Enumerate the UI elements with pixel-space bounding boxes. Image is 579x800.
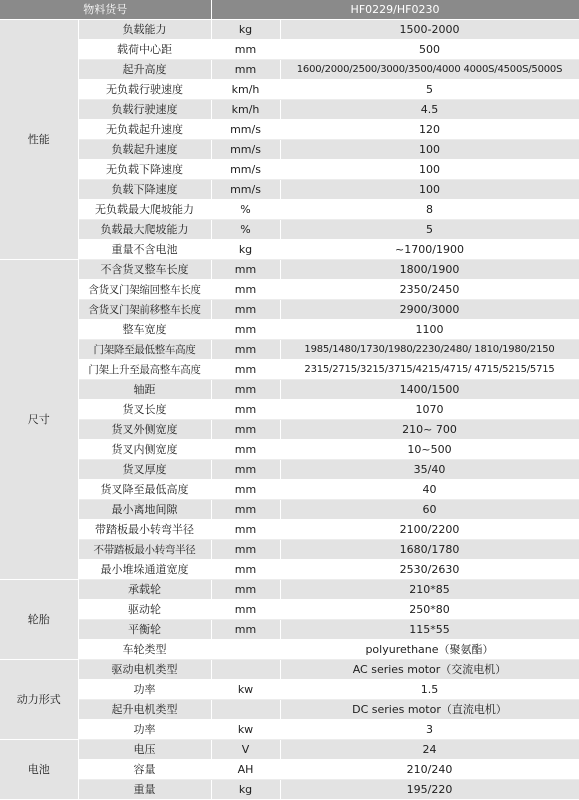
spec-row <box>0 320 579 340</box>
spec-value: 5 <box>280 220 579 240</box>
spec-item-name: 无负载最大爬坡能力 <box>78 200 211 220</box>
spec-value: 1800/1900 <box>280 260 579 280</box>
spec-item-name: 起升高度 <box>78 60 211 80</box>
spec-item-name: 最小堆垛通道宽度 <box>78 560 211 580</box>
section-label-performance: 性能 <box>0 20 78 260</box>
spec-unit <box>211 640 280 660</box>
spec-item-name: 功率 <box>78 680 211 700</box>
spec-value: 3 <box>280 720 579 740</box>
spec-item-name: 整车宽度 <box>78 320 211 340</box>
spec-item-name: 无负载行驶速度 <box>78 80 211 100</box>
spec-value: 1600/2000/2500/3000/3500/4000 4000S/4500S/5000S <box>280 60 579 80</box>
section-label-dimensions: 尺寸 <box>0 260 78 580</box>
spec-value: DC series motor（直流电机） <box>280 700 579 720</box>
header-label: 物料货号 <box>0 0 211 20</box>
spec-row <box>0 120 579 140</box>
spec-item-name: 负载能力 <box>78 20 211 40</box>
spec-unit: mm <box>211 260 280 280</box>
spec-item-name: 货叉厚度 <box>78 460 211 480</box>
spec-unit: mm <box>211 520 280 540</box>
spec-value: 2315/2715/3215/3715/4215/4715/ 4715/5215/5715 <box>280 360 579 380</box>
spec-item-name: 货叉长度 <box>78 400 211 420</box>
spec-unit: kw <box>211 680 280 700</box>
spec-value: 2100/2200 <box>280 520 579 540</box>
spec-value: 115*55 <box>280 620 579 640</box>
spec-item-name: 重量 <box>78 780 211 800</box>
spec-item-name: 容量 <box>78 760 211 780</box>
spec-row <box>0 680 579 700</box>
spec-unit: km/h <box>211 100 280 120</box>
spec-value: AC series motor（交流电机） <box>280 660 579 680</box>
spec-item-name: 门架上升至最高整车高度 <box>78 360 211 380</box>
spec-row <box>0 440 579 460</box>
spec-unit: mm <box>211 620 280 640</box>
spec-item-name: 货叉外侧宽度 <box>78 420 211 440</box>
spec-item-name: 负载行驶速度 <box>78 100 211 120</box>
spec-value: 60 <box>280 500 579 520</box>
spec-row <box>0 60 579 80</box>
spec-value: 1400/1500 <box>280 380 579 400</box>
spec-row <box>0 40 579 60</box>
spec-unit: kg <box>211 20 280 40</box>
spec-value: 8 <box>280 200 579 220</box>
spec-unit: mm/s <box>211 160 280 180</box>
spec-value: 2530/2630 <box>280 560 579 580</box>
spec-unit: kg <box>211 240 280 260</box>
spec-row <box>0 280 579 300</box>
spec-row <box>0 740 579 760</box>
spec-row <box>0 360 579 380</box>
spec-value: 500 <box>280 40 579 60</box>
section-label-battery: 电池 <box>0 740 78 800</box>
spec-item-name: 重量不含电池 <box>78 240 211 260</box>
spec-value: 35/40 <box>280 460 579 480</box>
spec-item-name: 功率 <box>78 720 211 740</box>
spec-item-name: 负载下降速度 <box>78 180 211 200</box>
spec-item-name: 电压 <box>78 740 211 760</box>
spec-value: 1.5 <box>280 680 579 700</box>
spec-row <box>0 780 579 800</box>
spec-value: ~1700/1900 <box>280 240 579 260</box>
section-label-tires: 轮胎 <box>0 580 78 660</box>
spec-item-name: 不带踏板最小转弯半径 <box>78 540 211 560</box>
spec-item-name: 不含货叉整车长度 <box>78 260 211 280</box>
spec-unit: mm <box>211 420 280 440</box>
spec-row <box>0 160 579 180</box>
spec-value: 210/240 <box>280 760 579 780</box>
spec-unit: mm <box>211 40 280 60</box>
spec-row <box>0 720 579 740</box>
spec-value: 250*80 <box>280 600 579 620</box>
spec-row <box>0 80 579 100</box>
section-label-power: 动力形式 <box>0 660 78 740</box>
spec-row <box>0 500 579 520</box>
spec-item-name: 门架降至最低整车高度 <box>78 340 211 360</box>
spec-item-name: 含货叉门架前移整车长度 <box>78 300 211 320</box>
spec-value: 1680/1780 <box>280 540 579 560</box>
spec-unit: mm <box>211 400 280 420</box>
spec-row <box>0 380 579 400</box>
spec-item-name: 车轮类型 <box>78 640 211 660</box>
spec-item-name: 无负载下降速度 <box>78 160 211 180</box>
spec-value: polyurethane（聚氨酯） <box>280 640 579 660</box>
spec-value: 4.5 <box>280 100 579 120</box>
spec-value: 195/220 <box>280 780 579 800</box>
spec-value: 120 <box>280 120 579 140</box>
spec-value: 5 <box>280 80 579 100</box>
spec-row <box>0 540 579 560</box>
spec-unit: mm <box>211 500 280 520</box>
spec-unit: mm/s <box>211 140 280 160</box>
spec-unit: mm <box>211 580 280 600</box>
spec-unit: km/h <box>211 80 280 100</box>
spec-unit: kw <box>211 720 280 740</box>
spec-value: 1070 <box>280 400 579 420</box>
header-models: HF0229/HF0230 <box>211 0 579 20</box>
spec-row <box>0 140 579 160</box>
spec-row <box>0 460 579 480</box>
spec-item-name: 最小离地间隙 <box>78 500 211 520</box>
spec-unit: mm/s <box>211 120 280 140</box>
spec-row <box>0 560 579 580</box>
spec-item-name: 货叉降至最低高度 <box>78 480 211 500</box>
spec-row <box>0 200 579 220</box>
spec-row <box>0 240 579 260</box>
spec-row <box>0 660 579 680</box>
spec-item-name: 驱动电机类型 <box>78 660 211 680</box>
spec-unit: mm <box>211 600 280 620</box>
spec-unit: mm <box>211 460 280 480</box>
spec-value: 24 <box>280 740 579 760</box>
spec-value: 1985/1480/1730/1980/2230/2480/ 1810/1980/2150 <box>280 340 579 360</box>
spec-unit: V <box>211 740 280 760</box>
spec-row <box>0 20 579 40</box>
spec-row <box>0 220 579 240</box>
spec-unit: mm <box>211 320 280 340</box>
spec-row <box>0 620 579 640</box>
spec-unit <box>211 660 280 680</box>
spec-item-name: 轴距 <box>78 380 211 400</box>
spec-unit: mm <box>211 60 280 80</box>
spec-unit: mm <box>211 440 280 460</box>
spec-item-name: 起升电机类型 <box>78 700 211 720</box>
spec-value: 210*85 <box>280 580 579 600</box>
spec-value: 2350/2450 <box>280 280 579 300</box>
spec-unit: % <box>211 220 280 240</box>
spec-item-name: 负载最大爬坡能力 <box>78 220 211 240</box>
spec-unit: mm/s <box>211 180 280 200</box>
spec-unit: kg <box>211 780 280 800</box>
spec-item-name: 无负载起升速度 <box>78 120 211 140</box>
spec-value: 100 <box>280 140 579 160</box>
spec-value: 2900/3000 <box>280 300 579 320</box>
spec-row <box>0 700 579 720</box>
spec-row <box>0 420 579 440</box>
spec-item-name: 货叉内侧宽度 <box>78 440 211 460</box>
spec-item-name: 带踏板最小转弯半径 <box>78 520 211 540</box>
spec-row <box>0 400 579 420</box>
spec-item-name: 承载轮 <box>78 580 211 600</box>
spec-value: 100 <box>280 180 579 200</box>
spec-value: 100 <box>280 160 579 180</box>
spec-unit: mm <box>211 540 280 560</box>
spec-row <box>0 340 579 360</box>
spec-row <box>0 580 579 600</box>
spec-value: 210~ 700 <box>280 420 579 440</box>
spec-unit: % <box>211 200 280 220</box>
spec-item-name: 载荷中心距 <box>78 40 211 60</box>
spec-unit: AH <box>211 760 280 780</box>
spec-value: 1100 <box>280 320 579 340</box>
spec-row <box>0 480 579 500</box>
spec-unit: mm <box>211 300 280 320</box>
spec-row <box>0 300 579 320</box>
spec-row <box>0 520 579 540</box>
spec-row <box>0 180 579 200</box>
spec-row <box>0 260 579 280</box>
spec-row <box>0 100 579 120</box>
spec-unit: mm <box>211 360 280 380</box>
spec-row <box>0 640 579 660</box>
spec-value: 40 <box>280 480 579 500</box>
spec-value: 1500-2000 <box>280 20 579 40</box>
spec-unit: mm <box>211 480 280 500</box>
spec-unit: mm <box>211 560 280 580</box>
spec-row <box>0 760 579 780</box>
header-row <box>0 0 579 20</box>
spec-item-name: 驱动轮 <box>78 600 211 620</box>
spec-unit <box>211 700 280 720</box>
spec-value: 10~500 <box>280 440 579 460</box>
spec-row <box>0 600 579 620</box>
spec-item-name: 含货叉门架缩回整车长度 <box>78 280 211 300</box>
spec-item-name: 负载起升速度 <box>78 140 211 160</box>
spec-item-name: 平衡轮 <box>78 620 211 640</box>
spec-unit: mm <box>211 340 280 360</box>
spec-unit: mm <box>211 380 280 400</box>
spec-unit: mm <box>211 280 280 300</box>
